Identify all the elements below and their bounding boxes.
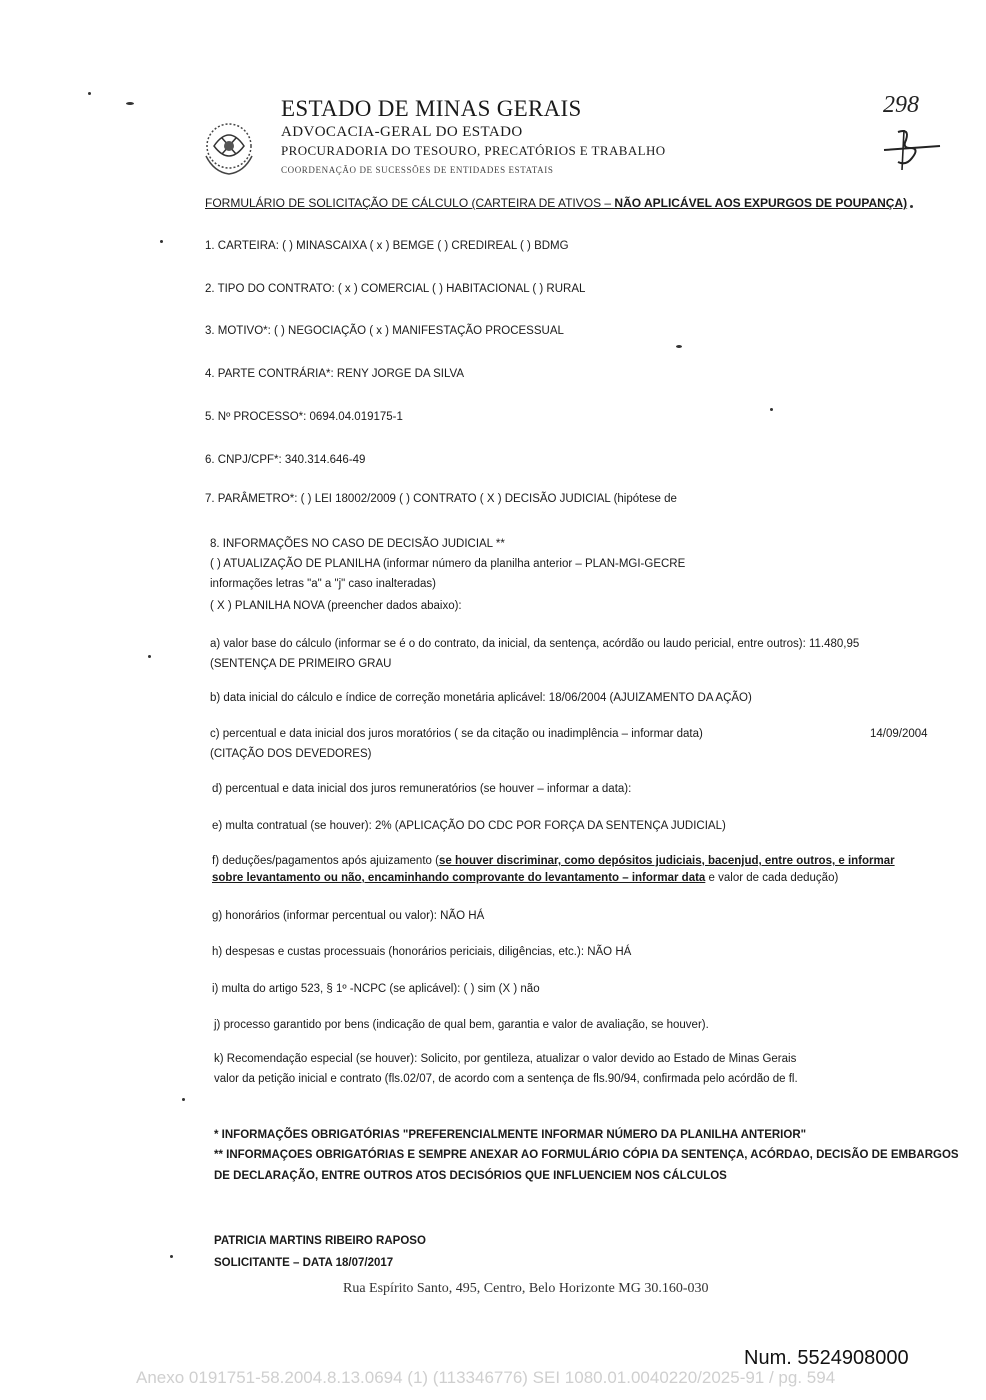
option-atualizacao-planilha: ( ) ATUALIZAÇÃO DE PLANILHA (informar número da planilha anterior – PLAN-MGI-GECRE xyxy=(210,558,686,570)
document-number: Num. 5524908000 xyxy=(744,1347,909,1369)
item-carteira: 1. CARTEIRA: ( ) MINASCAIXA ( x ) BEMGE ( ) CREDIREAL ( ) BDMG xyxy=(205,240,569,252)
header-department: PROCURADORIA DO TESOURO, PRECATÓRIOS E TRABALHO xyxy=(281,143,666,158)
form-title-bold: NÃO APLICÁVEL AOS EXPURGOS DE POUPANÇA) xyxy=(614,196,908,210)
header-title: ESTADO DE MINAS GERAIS xyxy=(281,96,582,121)
field-e-multa-contratual: e) multa contratual (se houver): 2% (APLICAÇÃO DO CDC POR FORÇA DA SENTENÇA JUDICIAL) xyxy=(212,820,726,832)
scan-speck xyxy=(676,345,682,348)
field-c-date: 14/09/2004 xyxy=(870,728,928,740)
field-h-despesas: h) despesas e custas processuais (honorários periciais, diligências, etc.): NÃO HÁ xyxy=(212,946,632,958)
field-f-plain-2: e valor de cada dedução) xyxy=(705,872,839,884)
item-informacoes-decisao: 8. INFORMAÇÕES NO CASO DE DECISÃO JUDICIAL ** xyxy=(210,538,505,550)
item-tipo-contrato: 2. TIPO DO CONTRATO: ( x ) COMERCIAL ( ) HABITACIONAL ( ) RURAL xyxy=(205,283,586,295)
handwritten-page-number: 298 xyxy=(883,92,919,118)
footer-address: Rua Espírito Santo, 495, Centro, Belo Horizonte MG 30.160-030 xyxy=(343,1281,709,1296)
form-title xyxy=(205,196,907,210)
scan-speck xyxy=(910,205,913,208)
field-f-deducoes xyxy=(212,853,895,887)
scan-speck xyxy=(770,408,773,411)
handwritten-signature-icon xyxy=(880,126,944,172)
item-parametro: 7. PARÂMETRO*: ( ) LEI 18002/2009 ( ) CONTRATO ( X ) DECISÃO JUDICIAL (hipótese de xyxy=(205,493,677,505)
form-title-plain: FORMULÁRIO DE SOLICITAÇÃO DE CÁLCULO (CARTEIRA DE ATIVOS – xyxy=(205,196,615,210)
field-f-plain: f) deduções/pagamentos após ajuizamento ( xyxy=(212,855,439,867)
item-processo: 5. Nº PROCESSO*: 0694.04.019175-1 xyxy=(205,411,403,423)
scan-speck xyxy=(182,1098,185,1101)
header-coordination: COORDENAÇÃO DE SUCESSÕES DE ENTIDADES ESTATAIS xyxy=(281,165,554,175)
item-motivo: 3. MOTIVO*: ( ) NEGOCIAÇÃO ( x ) MANIFESTAÇÃO PROCESSUAL xyxy=(205,325,564,337)
field-g-honorarios: g) honorários (informar percentual ou valor): NÃO HÁ xyxy=(212,910,485,922)
field-k-recomendacao-2: valor da petição inicial e contrato (fls.02/07, de acordo com a sentença de fls.90/94, confirmada pelo acórdão de fl. xyxy=(214,1073,798,1085)
annex-watermark: Anexo 0191751-58.2004.8.13.0694 (1) (113346776) SEI 1080.01.0040220/2025-91 / pg. 594 xyxy=(136,1368,836,1387)
field-a-valor-base: a) valor base do cálculo (informar se é o do contrato, da inicial, da sentença, acórdão ou laudo pericial, entre outros): 11.480,95 xyxy=(210,638,860,650)
item-cnpj-cpf: 6. CNPJ/CPF*: 340.314.646-49 xyxy=(205,454,366,466)
option-atualizacao-note: informações letras "a" a "j" caso inalteradas) xyxy=(210,578,436,590)
note-obrigatorias-2: ** INFORMAÇOES OBRIGATÓRIAS E SEMPRE ANEXAR AO FORMULÁRIO CÓPIA DA SENTENÇA, ACÓRDAO, DECISÃO DE EMBARGOS xyxy=(214,1149,959,1161)
item-parte-contraria: 4. PARTE CONTRÁRIA*: RENY JORGE DA SILVA xyxy=(205,368,465,380)
scan-speck xyxy=(160,240,163,243)
field-f-line1 xyxy=(212,853,895,870)
field-f-bold-2: sobre levantamento ou não, encaminhando comprovante do levantamento – informar data xyxy=(212,872,706,884)
field-i-multa-523: i) multa do artigo 523, § 1º -NCPC (se aplicável): ( ) sim (X ) não xyxy=(212,983,540,995)
option-planilha-nova: ( X ) PLANILHA NOVA (preencher dados abaixo): xyxy=(210,600,462,612)
coat-of-arms-icon xyxy=(194,116,264,180)
field-f-bold-1: se houver discriminar, como depósitos judiciais, bacenjud, entre outros, e informar xyxy=(438,855,895,867)
field-j-processo-garantido: j) processo garantido por bens (indicação de qual bem, garantia e valor de avaliação, se houver). xyxy=(214,1019,709,1031)
note-obrigatorias-3: DE DECLARAÇÃO, ENTRE OUTROS ATOS DECISÓRIOS QUE INFLUENCIEM NOS CÁLCULOS xyxy=(214,1170,727,1182)
field-f-line2 xyxy=(212,870,895,887)
field-c-citacao: (CITAÇÃO DOS DEVEDORES) xyxy=(210,748,372,760)
field-b-data-inicial: b) data inicial do cálculo e índice de correção monetária aplicável: 18/06/2004 (AJUIZAMENTO DA AÇÃO) xyxy=(210,692,752,704)
field-c-text: c) percentual e data inicial dos juros moratórios ( se da citação ou inadimplência – informar data) xyxy=(210,728,703,740)
note-obrigatorias-1: * INFORMAÇÕES OBRIGATÓRIAS "PREFERENCIALMENTE INFORMAR NÚMERO DA PLANILHA ANTERIOR" xyxy=(214,1129,807,1141)
header-agency: ADVOCACIA-GERAL DO ESTADO xyxy=(281,124,523,140)
scan-speck xyxy=(88,92,91,95)
field-c-juros-moratorios xyxy=(210,728,928,740)
scan-speck xyxy=(170,1255,173,1258)
requester-name: PATRICIA MARTINS RIBEIRO RAPOSO xyxy=(214,1235,426,1247)
field-k-recomendacao-1: k) Recomendação especial (se houver): Solicito, por gentileza, atualizar o valor devido ao Estado de Minas Gerais xyxy=(214,1053,797,1065)
scan-speck xyxy=(126,102,134,105)
scan-speck xyxy=(148,655,151,658)
requester-role-date: SOLICITANTE – DATA 18/07/2017 xyxy=(214,1257,394,1269)
field-d-juros-remuneratorios: d) percentual e data inicial dos juros remuneratórios (se houver – informar a data): xyxy=(212,783,632,795)
field-a-origem: (SENTENÇA DE PRIMEIRO GRAU xyxy=(210,658,392,670)
